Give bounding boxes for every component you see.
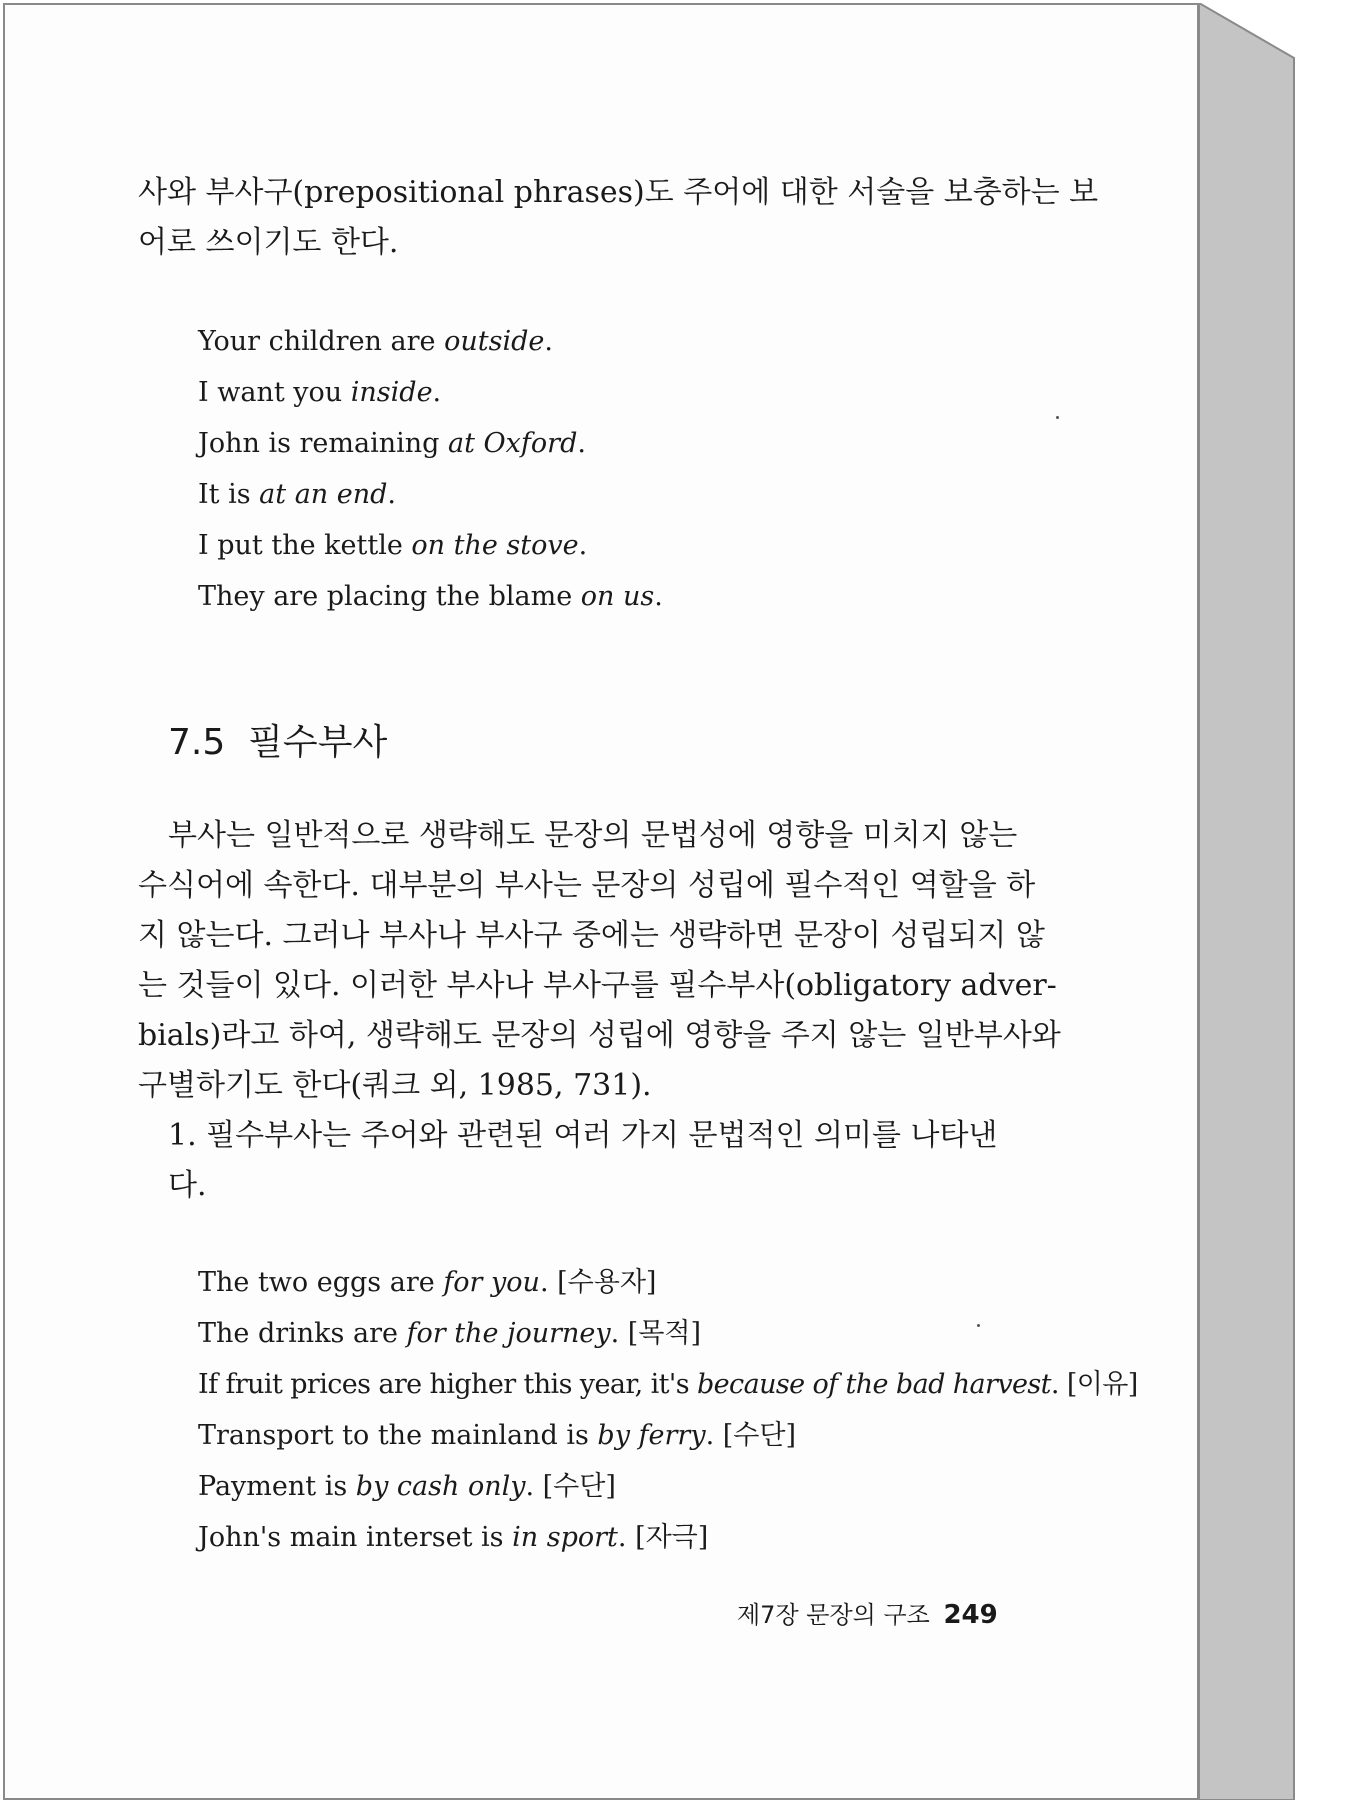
example-sentence: Your children are outside. [198,326,553,357]
example-sentence: John's main interset is in sport. [자극] [198,1522,709,1553]
body-paragraph [138,811,1061,1111]
example-sentence: I put the kettle on the stove. [198,530,588,561]
example-list-2 [138,1257,1138,1563]
body-line: 부사는 일반적으로 생략해도 문장의 문법성에 영향을 미치지 않는 [168,818,1018,853]
example-sentence: It is at an end. [198,479,397,510]
example-sentence: Payment is by cash only. [수단] [198,1471,616,1502]
chapter-label: 제7장 문장의 구조 [737,1601,930,1629]
page-number: 249 [943,1600,998,1630]
scan-speck [1056,416,1059,419]
page-content [138,168,1138,1563]
book-edge [1199,3,1299,1800]
example-sentence: Transport to the mainland is by ferry. [수단] [198,1420,796,1451]
intro-paragraph [138,168,1099,268]
body-line: 수식어에 속한다. 대부분의 부사는 문장의 성립에 필수적인 역할을 하 [138,868,1036,903]
example-list-1 [138,316,1018,622]
body-line: bials)라고 하여, 생략해도 문장의 성립에 영향을 주지 않는 일반부사와 [138,1018,1061,1053]
body-line: 는 것들이 있다. 이러한 부사나 부사구를 필수부사(obligatory adver- [138,968,1057,1003]
intro-line: 사와 부사구(prepositional phrases)도 주어에 대한 서술을 보충하는 보 [138,175,1099,210]
numbered-point: 1. 필수부사는 주어와 관련된 여러 가지 문법적인 의미를 나타낸다. [168,1118,998,1203]
example-sentence: John is remaining at Oxford. [198,428,586,459]
body-line: 지 않는다. 그러나 부사나 부사구 중에는 생략하면 문장이 성립되지 않 [138,918,1045,953]
section-title: 필수부사 [248,722,388,763]
example-sentence: I want you inside. [198,377,442,408]
section-heading [138,714,1018,765]
example-sentence: The drinks are for the journey. [목적] [198,1318,702,1349]
example-sentence: If fruit prices are higher this year, it's because of the bad harvest. [이유] [198,1369,1138,1400]
intro-line: 어로 쓰이기도 한다. [138,225,399,260]
example-sentence: The two eggs are for you. [수용자] [198,1267,657,1298]
body-line: 구별하기도 한다(쿼크 외, 1985, 731). [138,1068,652,1103]
section-number: 7.5 [168,722,226,763]
page-footer [737,1595,998,1630]
example-sentence: They are placing the blame on us. [198,581,663,612]
